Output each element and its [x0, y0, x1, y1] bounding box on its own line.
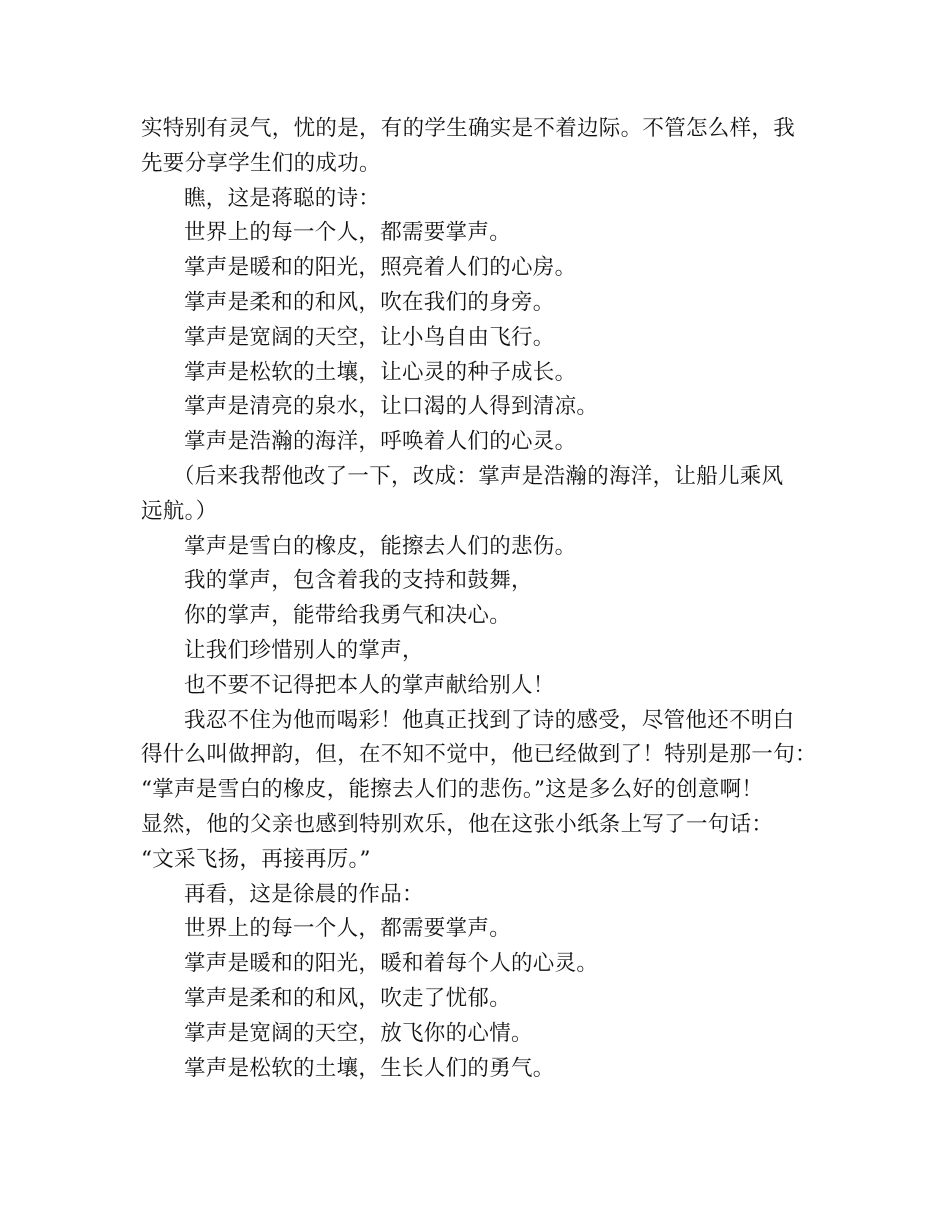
poem-line-11: 让我们珍惜别人的掌声，	[184, 637, 424, 663]
second-poem-line-3: 掌声是柔和的和风，吹走了忧郁。	[184, 985, 512, 1011]
poem-line-2: 掌声是暖和的阳光，照亮着人们的心房。	[184, 255, 577, 281]
commentary-line-1: 我忍不住为他而喝彩！他真正找到了诗的感受，尽管他还不明白	[184, 707, 795, 733]
revision-note-continued: 远航。）	[141, 498, 218, 524]
text-line-2: 先要分享学生们的成功。	[141, 150, 381, 176]
text-line-1: 实特别有灵气，忧的是，有的学生确实是不着边际。不管怎么样，我	[141, 116, 796, 141]
second-poem-line-4: 掌声是宽阔的天空，放飞你的心情。	[184, 1020, 533, 1046]
poem-line-12: 也不要不记得把本人的掌声献给别人！	[184, 672, 555, 698]
poem-line-5: 掌声是松软的土壤，让心灵的种子成长。	[184, 359, 577, 385]
poem-line-7: 掌声是浩瀚的海洋，呼唤着人们的心灵。	[184, 429, 577, 455]
second-poem-line-2: 掌声是暖和的阳光，暖和着每个人的心灵。	[184, 951, 599, 977]
text-line-3: 瞧，这是蒋聪的诗：	[184, 185, 381, 211]
poem-line-9: 我的掌声，包含着我的支持和鼓舞，	[184, 568, 533, 594]
commentary-line-5: “文采飞扬，再接再厉。”	[141, 846, 371, 872]
poem-line-4: 掌声是宽阔的天空，让小鸟自由飞行。	[184, 324, 555, 350]
second-poem-line-5: 掌声是松软的土壤，生长人们的勇气。	[184, 1055, 555, 1081]
poem-line-1: 世界上的每一个人，都需要掌声。	[184, 220, 512, 246]
commentary-line-4: 显然，他的父亲也感到特别欢乐，他在这张小纸条上写了一句话：	[141, 811, 774, 837]
poem-line-10: 你的掌声，能带给我勇气和决心。	[184, 603, 512, 629]
body-text	[141, 112, 817, 1086]
second-poem-line-1: 世界上的每一个人，都需要掌声。	[184, 916, 512, 942]
poem-line-6: 掌声是清亮的泉水，让口渴的人得到清凉。	[184, 394, 599, 420]
poem-line-8: 掌声是雪白的橡皮，能擦去人们的悲伤。	[184, 533, 577, 559]
revision-note: （后来我帮他改了一下，改成：掌声是浩瀚的海洋，让船儿乘风	[173, 463, 784, 489]
second-poem-intro: 再看，这是徐晨的作品：	[184, 881, 424, 907]
poem-line-3: 掌声是柔和的和风，吹在我们的身旁。	[184, 289, 555, 315]
commentary-line-3: “掌声是雪白的橡皮，能擦去人们的悲伤。”这是多么好的创意啊！	[141, 777, 764, 803]
commentary-line-2: 得什么叫做押韵，但，在不知不觉中，他已经做到了！特别是那一句：	[141, 742, 817, 768]
